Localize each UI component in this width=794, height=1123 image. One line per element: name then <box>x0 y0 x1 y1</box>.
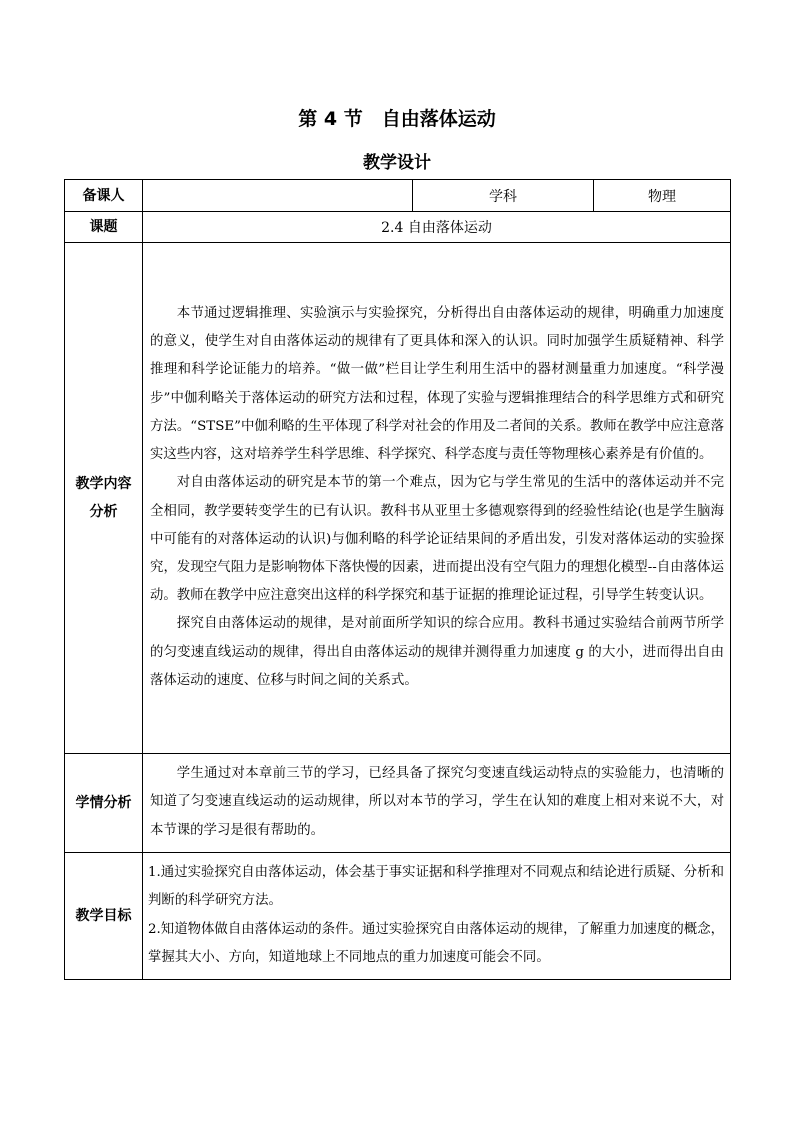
content-analysis-label-line1: 教学内容 <box>75 476 132 492</box>
content-analysis-label-line2: 分析 <box>89 504 118 520</box>
content-analysis-text <box>143 243 731 754</box>
document-subtitle: 教学设计 <box>363 153 431 173</box>
subject-label: 学科 <box>413 180 594 212</box>
table-row-student-analysis <box>65 754 731 853</box>
table-row-topic <box>65 212 731 243</box>
student-analysis-cell <box>143 754 731 853</box>
objective-item: 2.知道物体做自由落体运动的条件。通过实验探究自由落体运动的规律，了解重力加速度的概念，掌握其大小、方向，知道地球上不同地点的重力加速度可能会不同。 <box>148 921 724 965</box>
content-paragraph: 对自由落体运动的研究是本节的第一个难点，因为它与学生常见的生活中的落体运动并不完全相同，教学要转变学生的已有认识。教科书从亚里士多德观察得到的经验性结论(也是学生脑海中可能有的对落体运动的认识)与伽利略的科学论证结果间的矛盾出发，引发对落体运动的实验探究，发现空气阻力是影响物体下落快慢的因素，进而提出没有空气阻力的理想化模型--自由落体运动。教师在教学中应注意突出这样的科学探究和基于证据的推理论证过程，引导学生转变认识。 <box>150 475 724 604</box>
content-paragraph: 探究自由落体运动的规律，是对前面所学知识的综合应用。教科书通过实验结合前两节所学的匀变速直线运动的规律，得出自由落体运动的规律并测得重力加速度 g 的大小，进而得出自由落体运动的速度、位移与时间之间的关系式。 <box>150 616 724 688</box>
table-row-preparer <box>65 180 731 212</box>
student-analysis-text: 学生通过对本章前三节的学习，已经具备了探究匀变速直线运动特点的实验能力，也清晰的知道了匀变速直线运动的运动规律，所以对本节的学习，学生在认知的难度上相对来说不大，对本节课的学习是很有帮助的。 <box>150 766 724 838</box>
objectives-label: 教学目标 <box>65 853 143 980</box>
preparer-label: 备课人 <box>65 180 143 212</box>
lesson-plan-table <box>64 179 731 980</box>
student-analysis-label: 学情分析 <box>65 754 143 853</box>
content-paragraph: 本节通过逻辑推理、实验演示与实验探究，分析得出自由落体运动的规律，明确重力加速度的意义，使学生对自由落体运动的规律有了更具体和深入的认识。同时加强学生质疑精神、科学推理和科学论证能力的培养。“做一做”栏目让学生利用生活中的器材测量重力加速度。“科学漫步”中伽利略关于落体运动的研究方法和过程，体现了实验与逻辑推理结合的科学思维方式和研究方法。“STSE”中伽利略的生平体现了科学对社会的作用及二者间的关系。教师在教学中应注意落实这些内容，这对培养学生科学思维、科学探究、科学态度与责任等物理核心素养是有价值的。 <box>150 306 724 463</box>
preparer-value <box>143 180 413 212</box>
table-row-content-analysis <box>65 243 731 754</box>
document-title: 第 4 节 自由落体运动 <box>298 108 496 130</box>
objectives-cell <box>143 853 731 980</box>
table-row-objectives <box>65 853 731 980</box>
subject-value: 物理 <box>594 180 731 212</box>
objective-item: 1.通过实验探究自由落体运动，体会基于事实证据和科学推理对不同观点和结论进行质疑、分析和判断的科学研究方法。 <box>148 864 724 908</box>
content-analysis-label <box>65 243 143 754</box>
topic-label: 课题 <box>65 212 143 243</box>
topic-value: 2.4 自由落体运动 <box>143 212 731 243</box>
